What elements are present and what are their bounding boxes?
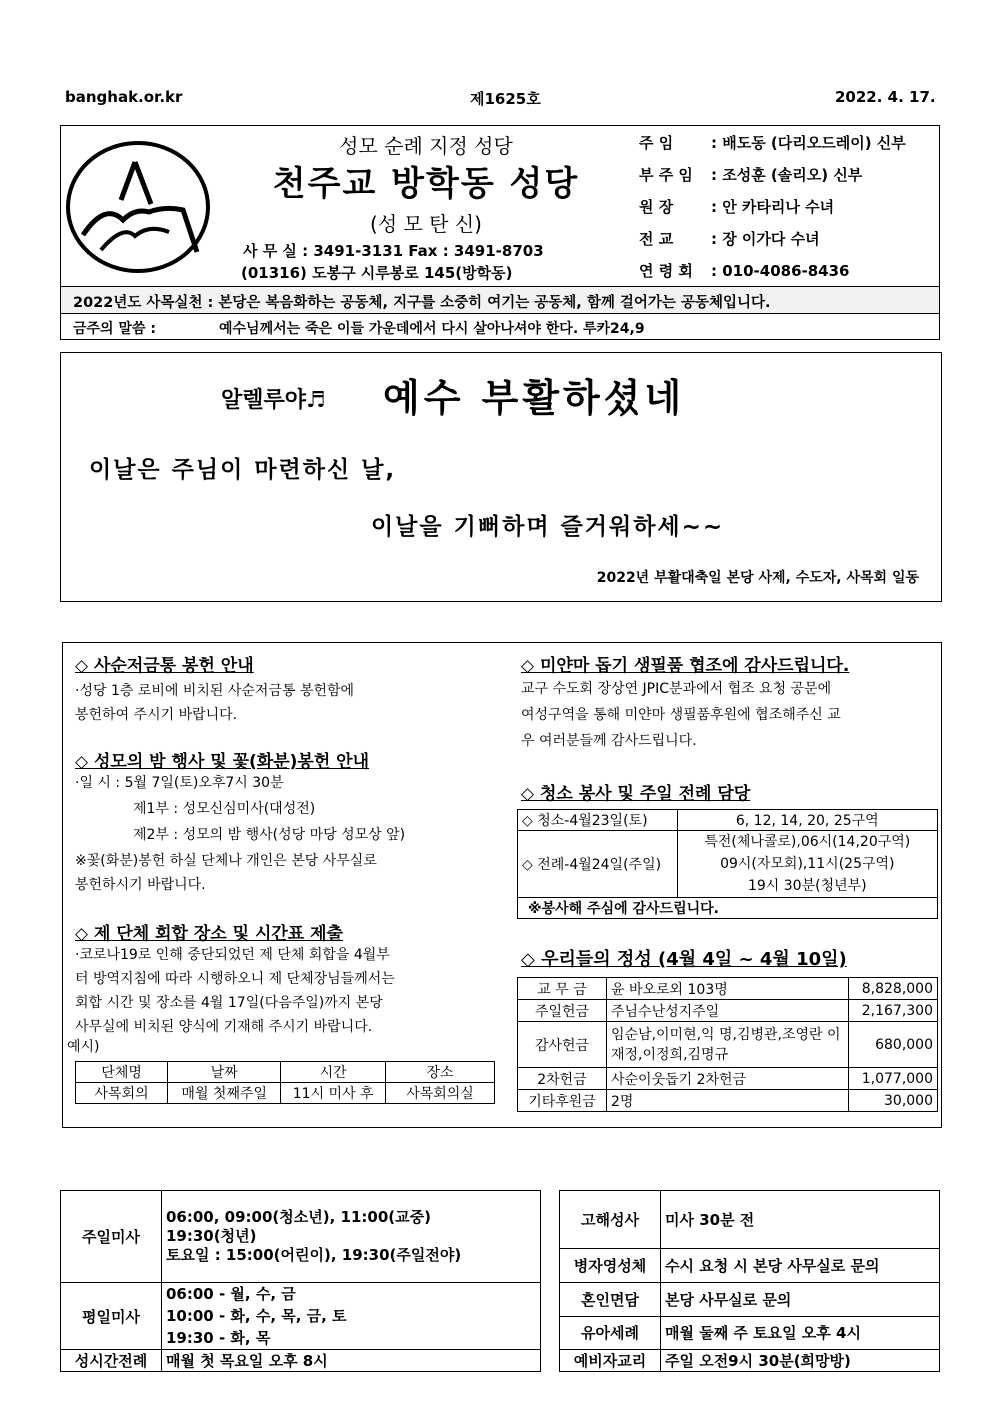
myanmar-line-2: 여성구역을 통해 미얀마 생필품후원에 협조해주신 교: [521, 707, 841, 723]
header-subtitle: 성모 순례 지정 성당: [339, 134, 513, 158]
group-meeting-line-4: 사무실에 비치된 양식에 기재해 주시기 바랍니다.: [75, 1019, 373, 1035]
offering-kind: 감사헌금: [518, 1022, 607, 1068]
table-header-cell: 단체명: [76, 1062, 168, 1083]
group-meeting-line-2: 터 방역지침에 따라 시행하오니 제 단체장님들께서는: [75, 971, 395, 987]
church-name: 천주교 방학동 성당: [272, 164, 580, 204]
marian-night-line-1: ·일 시 : 5월 7일(토)오후7시 30분: [75, 775, 284, 791]
service-thanks: ※봉사해 주심에 감사드립니다.: [518, 898, 938, 919]
group-meeting-title: ◇ 제 단체 회합 장소 및 시간표 제출: [75, 924, 343, 944]
baptism-label: 유아세례: [560, 1316, 661, 1350]
staff-row-funeral: 연 령 회 : 010-4086-8436: [639, 262, 850, 280]
church-address: (01316) 도봉구 시루봉로 145(방학동): [241, 264, 513, 282]
service-duty-table: [517, 809, 938, 919]
marriage-label: 혼인면담: [560, 1283, 661, 1317]
offering-desc: 윤 바오로외 103명: [607, 978, 849, 1000]
sick-communion-label: 병자영성체: [560, 1249, 661, 1283]
office-contact: 사 무 실 : 3491-3131 Fax : 3491-8703: [243, 242, 544, 260]
group-meeting-example: 예시): [67, 1039, 100, 1055]
marian-night-line-3: 제2부 : 성모의 밤 행사(성당 마당 성모상 앞): [133, 827, 406, 843]
cleaning-label: ◇ 청소-4월23일(토): [518, 810, 678, 831]
mass-schedule-table: [60, 1190, 940, 1372]
table-row: [76, 1083, 495, 1104]
myanmar-line-3: 우 여러분들께 감사드립니다.: [521, 733, 697, 749]
staff-row-pastor: 주 임 : 배도동 (다리오드레이) 신부: [639, 134, 906, 152]
table-cell: 사목회의실: [386, 1083, 495, 1104]
meeting-example-table: [75, 1061, 495, 1104]
offering-kind: 2차헌금: [518, 1068, 607, 1090]
announcements-box: [62, 642, 942, 1128]
table-row: [518, 1068, 938, 1090]
group-meeting-line-3: 회합 시간 및 장소를 4월 17일(다음주일)까지 본당: [75, 995, 383, 1011]
offering-table: [517, 977, 938, 1112]
confession-label: 고해성사: [560, 1191, 661, 1249]
table-row: [61, 1350, 940, 1372]
table-row: [518, 831, 938, 898]
word-text: 예수님께서는 죽은 이들 가운데에서 다시 살아나셔야 한다. 루카24,9: [219, 321, 645, 337]
offering-amount: 30,000: [849, 1090, 938, 1112]
offering-kind: 주일헌금: [518, 1000, 607, 1022]
lent-savings-line-2: 봉헌하여 주시기 바랍니다.: [75, 707, 238, 723]
cleaning-value: 6, 12, 14, 20, 25구역: [677, 810, 937, 831]
easter-signature: 2022년 부활대축일 본당 사제, 수도자, 사목회 일동: [596, 570, 919, 586]
liturgy-label: ◇ 전례-4월24일(주일): [518, 831, 678, 898]
sunday-mass-label: 주일미사: [61, 1191, 162, 1283]
lent-savings-title: ◇ 사순저금통 봉헌 안내: [75, 656, 254, 676]
church-logo: [65, 140, 211, 274]
marriage-value: 본당 사무실로 문의: [661, 1283, 940, 1317]
baptism-value: 매월 둘째 주 토요일 오후 4시: [661, 1316, 940, 1350]
catechism-value: 주일 오전9시 30분(희망방): [661, 1350, 940, 1372]
myanmar-line-1: 교구 수도회 장상연 JPIC분과에서 협조 요청 공문에: [521, 681, 832, 697]
staff-row-catechist: 전 교 : 장 이가다 수녀: [639, 230, 820, 248]
table-row: [518, 810, 938, 831]
easter-line-2: 이날을 기뻐하며 즐거워하세~~: [371, 514, 725, 540]
church-patron: (성 모 탄 신): [370, 212, 482, 236]
table-row: [518, 1022, 938, 1068]
liturgy-value: 특전(체나콜로),06시(14,20구역) 09시(자모회),11시(25구역) 19시 30분(청년부): [677, 831, 937, 898]
weekday-mass-times: 06:00 - 월, 수, 금 10:00 - 화, 수, 목, 금, 토 19:30 - 화, 목: [162, 1283, 541, 1350]
offering-kind: 교 무 금: [518, 978, 607, 1000]
word-banner: [60, 313, 940, 340]
table-header-cell: 시간: [281, 1062, 386, 1083]
sunday-mass-times: 06:00, 09:00(청소년), 11:00(교중) 19:30(청년) 토요일 : 15:00(어린이), 19:30(주일전야): [162, 1191, 541, 1283]
alleluia-text: 알렐루야♬: [221, 388, 326, 413]
table-header-cell: 날짜: [168, 1062, 281, 1083]
header-box: [60, 125, 940, 287]
table-row: [518, 898, 938, 919]
weekday-mass-label: 평일미사: [61, 1283, 162, 1350]
marian-night-title: ◇ 성모의 밤 행사 및 꽃(화분)봉헌 안내: [75, 752, 370, 772]
marian-night-line-2: 제1부 : 성모신심미사(대성전): [133, 801, 316, 817]
offering-amount: 680,000: [849, 1022, 938, 1068]
schedule-gap: [541, 1191, 560, 1372]
offering-desc: 2명: [607, 1090, 849, 1112]
marian-night-line-5: 봉헌하시기 바랍니다.: [75, 877, 206, 893]
easter-headline: 예수 부활하셨네: [383, 376, 686, 420]
holy-hour-label: 성시간전례: [61, 1350, 162, 1372]
offering-kind: 기타후원금: [518, 1090, 607, 1112]
table-row: [61, 1191, 940, 1249]
table-cell: 사목회의: [76, 1083, 168, 1104]
table-header-cell: 장소: [386, 1062, 495, 1083]
catechism-label: 예비자교리: [560, 1350, 661, 1372]
offering-amount: 8,828,000: [849, 978, 938, 1000]
service-duty-title: ◇ 청소 봉사 및 주일 전례 담당: [521, 784, 751, 804]
easter-box: [60, 352, 942, 602]
pastoral-banner: [60, 286, 940, 314]
site-url: banghak.or.kr: [65, 88, 183, 106]
group-meeting-line-1: ·코로나19로 인해 중단되었던 제 단체 회합을 4월부: [75, 947, 390, 963]
table-row: [518, 978, 938, 1000]
table-cell: 매월 첫째주일: [168, 1083, 281, 1104]
offering-amount: 2,167,300: [849, 1000, 938, 1022]
issue-number: 제1625호: [470, 90, 541, 108]
staff-row-assistant: 부 주 임 : 조성훈 (솔리오) 신부: [639, 166, 863, 184]
offering-desc: 주님수난성지주일: [607, 1000, 849, 1022]
offering-title: ◇ 우리들의 정성 (4월 4일 ~ 4월 10일): [521, 949, 847, 970]
table-row: [518, 1090, 938, 1112]
easter-line-1: 이날은 주님이 마련하신 날,: [89, 457, 397, 483]
table-row: [61, 1283, 940, 1317]
table-cell: 11시 미사 후: [281, 1083, 386, 1104]
lent-savings-line-1: ·성당 1층 로비에 비치된 사순저금통 봉헌함에: [75, 683, 355, 699]
table-row: [518, 1000, 938, 1022]
offering-desc: 사순이웃돕기 2차헌금: [607, 1068, 849, 1090]
marian-night-line-4: ※꽃(화분)봉헌 하실 단체나 개인은 본당 사무실로: [75, 853, 377, 869]
holy-hour-value: 매월 첫 목요일 오후 8시: [162, 1350, 541, 1372]
table-header-row: [76, 1062, 495, 1083]
sick-communion-value: 수시 요청 시 본당 사무실로 문의: [661, 1249, 940, 1283]
staff-row-superior: 원 장 : 안 카타리나 수녀: [639, 198, 835, 216]
word-label: 금주의 말씀 :: [73, 321, 156, 337]
offering-desc: 임순남,이미현,익 명,김병관,조영란 이재정,이정희,김명규: [607, 1022, 849, 1068]
offering-amount: 1,077,000: [849, 1068, 938, 1090]
issue-date: 2022. 4. 17.: [835, 88, 936, 106]
myanmar-title: ◇ 미얀마 돕기 생필품 협조에 감사드립니다.: [521, 656, 850, 676]
confession-value: 미사 30분 전: [661, 1191, 940, 1249]
pastoral-text: 2022년도 사목실천 : 본당은 복음화하는 공동체, 지구를 소중히 여기는 공동체, 함께 걸어가는 공동체입니다.: [73, 295, 771, 311]
